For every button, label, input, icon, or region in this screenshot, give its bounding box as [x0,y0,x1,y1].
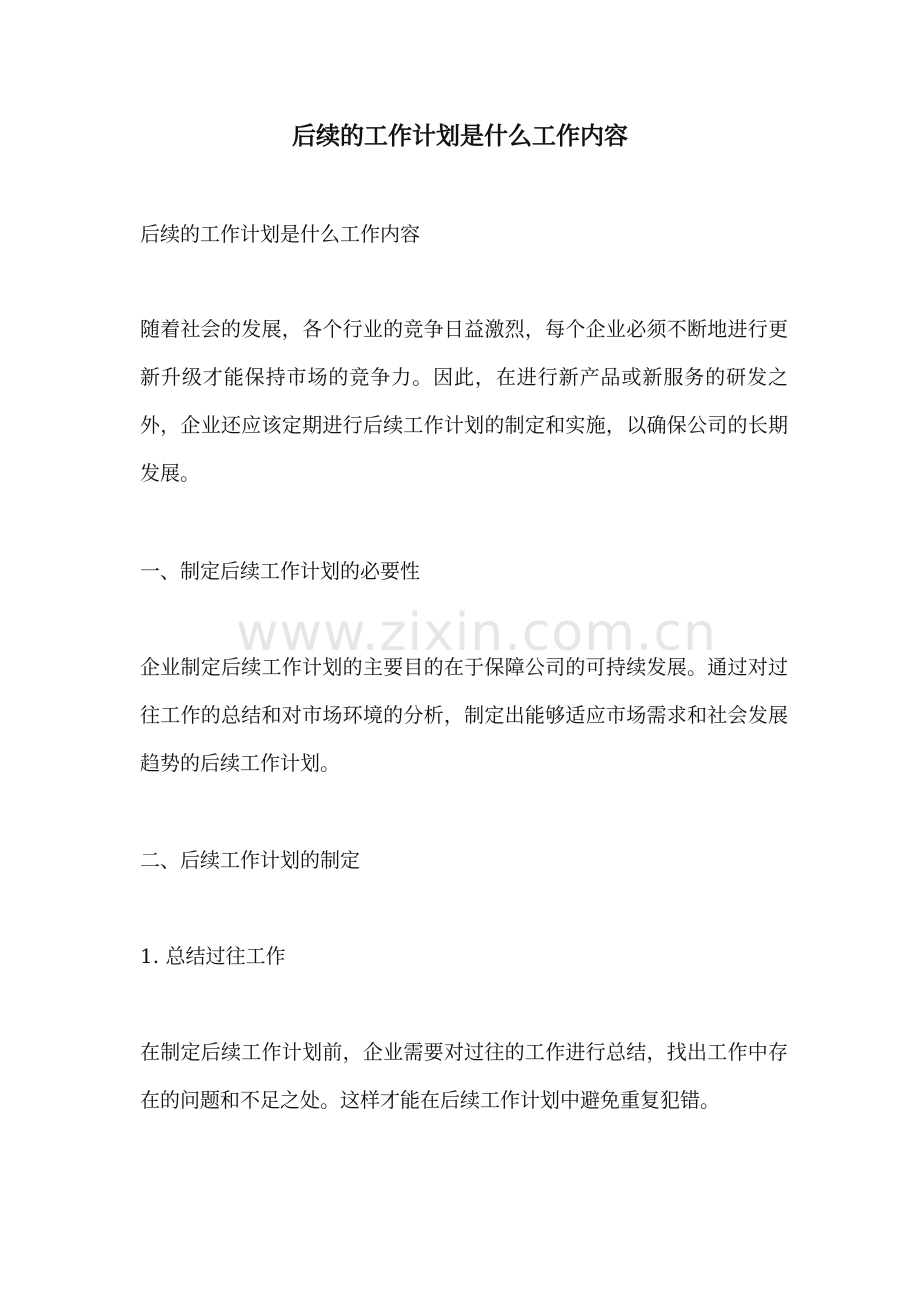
subsection-heading-1: 1. 总结过往工作 [140,944,286,968]
watermark-text: www.zixin.com.cn [236,603,717,663]
section-1-paragraph: 企业制定后续工作计划的主要目的在于保障公司的可持续发展。通过对过往工作的总结和对市场环境的分析，制定出能够适应市场需求和社会发展趋势的后续工作计划。 [140,655,788,775]
section-heading-1: 一、制定后续工作计划的必要性 [140,559,420,583]
subsection-1-paragraph: 在制定后续工作计划前，企业需要对过往的工作进行总结，找出工作中存在的问题和不足之处。这样才能在后续工作计划中避免重复犯错。 [140,1040,788,1112]
document-title: 后续的工作计划是什么工作内容 [292,121,628,150]
section-heading-2: 二、后续工作计划的制定 [140,848,360,872]
intro-paragraph: 随着社会的发展，各个行业的竞争日益激烈，每个企业必须不断地进行更新升级才能保持市场的竞争力。因此，在进行新产品或新服务的研发之外，企业还应该定期进行后续工作计划的制定和实施，以确保公司的长期发展。 [140,317,788,485]
subtitle-paragraph: 后续的工作计划是什么工作内容 [140,222,420,246]
